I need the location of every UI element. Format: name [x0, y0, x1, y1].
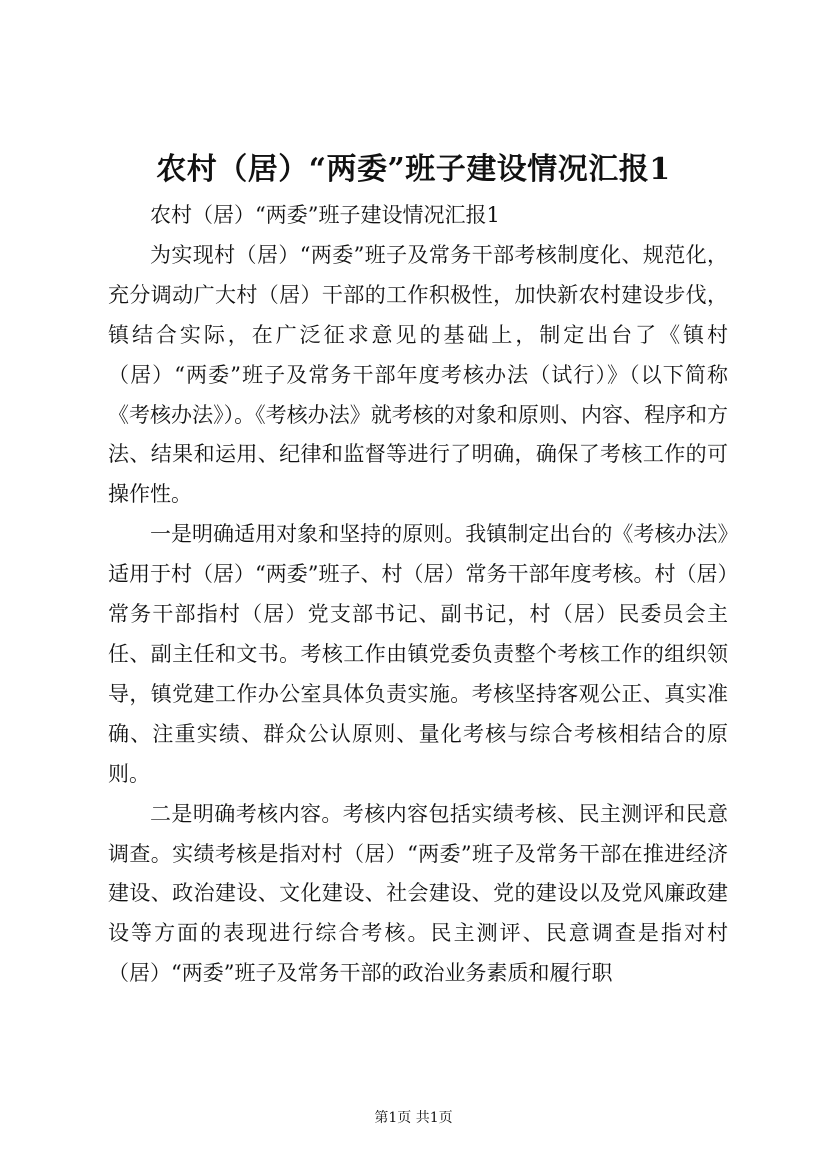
paragraph-subtitle: 农村（居）“两委”班子建设情况汇报1 — [150, 203, 500, 227]
paragraph-scope: 一是明确适用对象和坚持的原则。我镇制定出台的《考核办法》适用于村（居）“两委”班子、村（居）常务干部年度考核。村（居）常务干部指村（居）党支部书记、副书记，村（居）民委员会主任、副主任和文书。考核工作由镇党委负责整个考核工作的组织领导，镇党建工作办公室具体负责实施。考核坚持客观公正、真实准确、注重实绩、群众公认原则、量化考核与综合考核相结合的原则。 — [108, 522, 728, 786]
document-title: 农村（居）“两委”班子建设情况汇报1 — [156, 152, 671, 187]
page-number-footer: 第1页 共1页 — [374, 1110, 453, 1126]
paragraph-content: 二是明确考核内容。考核内容包括实绩考核、民主测评和民意调查。实绩考核是指对村（居）“两委”班子及常务干部在推进经济建设、政治建设、文化建设、社会建设、党的建设以及党风廉政建设等方面的表现进行综合考核。民主测评、民意调查是指对村（居）“两委”班子及常务干部的政治业务素质和履行职 — [108, 801, 728, 986]
paragraph-intro: 为实现村（居）“两委”班子及常务干部考核制度化、规范化，充分调动广大村（居）干部的工作积极性，加快新农村建设步伐，镇结合实际，在广泛征求意见的基础上，制定出台了《镇村（居）“两委”班子及常务干部年度考核办法（试行）》（以下简称《考核办法》）。《考核办法》就考核的对象和原则、内容、程序和方法、结果和运用、纪律和监督等进行了明确，确保了考核工作的可操作性。 — [108, 242, 728, 507]
document-body — [108, 196, 728, 994]
